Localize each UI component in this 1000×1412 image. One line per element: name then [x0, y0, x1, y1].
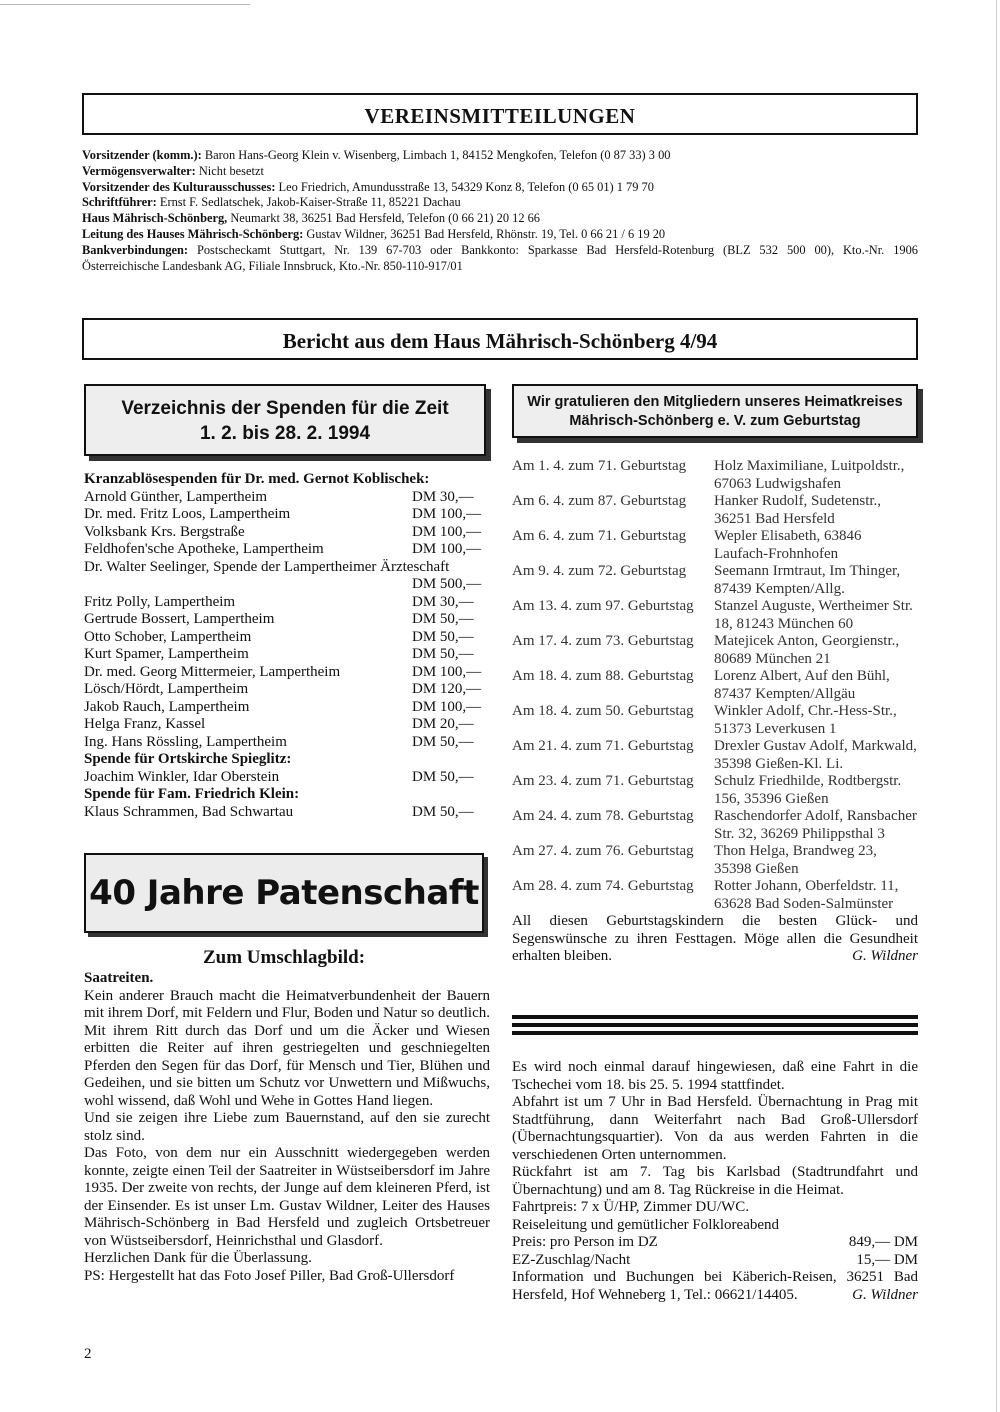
list-item: Ing. Hans Rössling, Lampertheim DM 50,— [84, 733, 474, 750]
list-item: Gertrude Bossert, Lampertheim DM 50,— [84, 611, 474, 627]
list-item: Am 21. 4. zum 71. Geburtstag Drexler Gustav Adolf, Markwald, 35398 Gießen-Kl. Li. [512, 738, 917, 772]
list-item: Am 18. 4. zum 88. Geburtstag Lorenz Albert, Auf den Bühl, 87437 Kempten/Allgäu [512, 668, 890, 702]
spenden-items-1 [84, 489, 484, 559]
info-line-culture: Vorsitzender des Kulturausschusses: Leo Friedrich, Amundusstraße 13, 54329 Konz 8, Telefon (0 65 01) 1 79 70 [82, 179, 654, 194]
umschlag-subtitle: Saatreiten. [84, 970, 154, 986]
umschlag-paragraph: Kein anderer Brauch macht die Heimatverbundenheit der Bauern mit ihrem Dorf, mit Feldern und Flur, Boden und Natur so deutlich. [84, 987, 491, 1021]
umschlag-paragraph: Das Foto, von dem nur ein Ausschnitt wiedergegeben werden konnte, zeigte einen Teil der Saatreiter in Wüstseibersdorf im Jahre 1935. Der zweite von rechts, der Junge auf dem kleineren Pferd, ist der Einsender. Es ist unser Lm. Gustav Wildner, Leiter des Hauses Mährisch-Schönberg in Bad Hersfeld und zugleich Ortsbetreuer von Wüstseibersdorf, Heinrichsthal und Glasdorf. [84, 1145, 490, 1249]
spenden-items-2 [84, 594, 484, 752]
list-item: Am 17. 4. zum 73. Geburtstag Matejicek Anton, Georgienstr., 80689 München 21 [512, 633, 900, 667]
section-divider [512, 1015, 918, 1039]
spenden-seelinger: Dr. Walter Seelinger, Spende der Lampertheimer Ärzteschaft [84, 558, 450, 575]
info-line-secretary: Schriftführer: Ernst F. Sedlatschek, Jakob-Kaiser-Straße 11, 85221 Dachau [82, 195, 461, 210]
spenden-title-box [84, 384, 486, 456]
spenden-section-kranz: Kranzablösespenden für Dr. med. Gernot Koblischek: [84, 471, 430, 487]
fahrt-info-line: Information und Buchungen bei Käberich-Reisen, 36251 Bad [512, 1269, 918, 1285]
list-item: Am 13. 4. zum 97. Geburtstag Stanzel Auguste, Wertheimer Str. 18, 81243 München 60 [512, 598, 913, 632]
gratulation-title-line1: Wir gratulieren den Mitgliedern unseres Heimatkreises [527, 394, 903, 410]
umschlag-paragraph: Und sie zeigen ihre Liebe zum Bauernstand, auf den sie zurecht stolz sind. [84, 1110, 490, 1144]
spenden-list [84, 471, 484, 821]
umschlag-paragraph: Mit ihrem Ritt durch das Dorf und um die Äcker und Wiesen erbitten die Reiter auf ihren gestriegelten und geschniegelten Pferden den Segen für das Dorf, für Mensch und Tier, Blühen und Gedeihen, und sie bitten um Schutz vor Unwettern und Mißwuchs, wohl wissend, daß Wohl und Wehe in Gottes Hand liegen. [84, 1022, 490, 1109]
fahrt-info-line: Hersfeld, Hof Wehneberg 1, Tel.: 06621/14405. G. Wildner [512, 1286, 918, 1303]
list-item: Otto Schober, Lampertheim DM 50,— [84, 628, 474, 645]
info-line-treasurer: Vermögensverwalter: Nicht besetzt [82, 163, 264, 178]
list-item: Am 6. 4. zum 87. Geburtstag Hanker Rudolf, Sudetenstr., 36251 Bad Hersfeld [512, 493, 882, 527]
gratulation-title-box [512, 384, 918, 438]
spenden-section-klein: Spende für Fam. Friedrich Klein: [84, 786, 300, 802]
fahrt-paragraph: Fahrtpreis: 7 x Ü/HP, Zimmer DU/WC. [512, 1199, 750, 1215]
list-item: Fritz Polly, Lampertheim DM 30,— [84, 593, 474, 610]
list-item: Klaus Schrammen, Bad Schwartau DM 50,— [84, 803, 474, 820]
list-item: Am 24. 4. zum 78. Geburtstag Raschendorfer Adolf, Ransbacher Str. 32, 36269 Philippsthal 3 [512, 808, 917, 842]
birthday-closing: All diesen Geburtstagskindern die besten Glück- und Segenswünsche zu ihren Festtagen. Möge allen die Gesundheit erhalten bleiben. G. Wildner [512, 913, 918, 964]
list-item: Dr. med. Fritz Loos, Lampertheim DM 100,— [84, 506, 482, 522]
fahrt-price-row: Preis: pro Person im DZ 849,— DM [512, 1234, 918, 1250]
list-item: Am 6. 4. zum 71. Geburtstag Wepler Elisabeth, 63846 Laufach-Frohnhofen [512, 528, 862, 562]
association-info [82, 148, 918, 274]
umschlag-section [84, 970, 490, 1285]
list-item: Kurt Spamer, Lampertheim DM 50,— [84, 646, 474, 662]
list-item: Volksbank Krs. Bergstraße DM 100,— [84, 523, 482, 540]
list-item: Joachim Winkler, Idar Oberstein DM 50,— [84, 768, 474, 785]
divider-line [512, 1031, 918, 1035]
umschlag-paragraph: PS: Hergestellt hat das Foto Josef Piller, Bad Groß-Ullersdorf [84, 1267, 455, 1284]
vereinsmitteilungen-header [82, 93, 918, 135]
fahrt-price-row: EZ-Zuschlag/Nacht 15,— DM [512, 1251, 918, 1268]
fahrt-paragraph: Reiseleitung und gemütlicher Folkloreabend [512, 1216, 780, 1233]
list-item: Jakob Rauch, Lampertheim DM 100,— [84, 698, 482, 715]
spenden-seelinger-amount-row: DM 500,— [412, 576, 482, 592]
fahrt-signature: G. Wildner [852, 1286, 918, 1303]
divider-line [512, 1015, 918, 1019]
spenden-section-spieglitz: Spende für Ortskirche Spieglitz: [84, 751, 292, 767]
list-item: Am 27. 4. zum 76. Geburtstag Thon Helga, Brandweg 23, 35398 Gießen [512, 843, 877, 877]
birthday-signature: G. Wildner [852, 948, 918, 964]
list-item: Am 9. 4. zum 72. Geburtstag Seemann Irmtraut, Im Thinger, 87439 Kempten/Allg. [512, 563, 901, 597]
spenden-title-line1: Verzeichnis der Spenden für die Zeit [121, 398, 449, 419]
list-item: Am 18. 4. zum 50. Geburtstag Winkler Adolf, Chr.-Hess-Str., 51373 Leverkusen 1 [512, 703, 897, 737]
list-item: Arnold Günther, Lampertheim DM 30,— [84, 488, 474, 505]
fahrt-paragraph: Es wird noch einmal darauf hingewiesen, daß eine Fahrt in die Tschechei vom 18. bis 25. 5. 1994 stattfindet. [512, 1059, 918, 1093]
info-line-bank: Bankverbindungen: Postscheckamt Stuttgart, Nr. 139 67-703 oder Bankkonto: Sparkasse Bad Hersfeld-Rotenburg (BLZ 532 500 00), Kto.-Nr. 1906 [82, 242, 918, 257]
info-line-bank-austria: Österreichische Landesbank AG, Filiale Innsbruck, Kto.-Nr. 850-110-917/01 [82, 258, 463, 273]
gratulation-title-line2: Mährisch-Schönberg e. V. zum Geburtstag [569, 413, 861, 429]
bericht-title: Bericht aus dem Haus Mährisch-Schönberg 4/94 [282, 329, 718, 353]
birthday-list [512, 458, 918, 966]
right-edge-line [996, 0, 997, 1412]
info-line-chair: Vorsitzender (komm.): Baron Hans-Georg Klein v. Wisenberg, Limbach 1, 84152 Mengkofen, Telefon (0 87 33) 3 00 [82, 148, 671, 162]
fahrt-paragraph: Rückfahrt ist am 7. Tag bis Karlsbad (Stadtrundfahrt und Übernachtung) und am 8. Tag Rückreise in die Heimat. [512, 1164, 918, 1198]
page-number: 2 [84, 1346, 92, 1362]
spenden-title-line2: 1. 2. bis 28. 2. 1994 [199, 423, 371, 444]
umschlag-paragraph: Herzlichen Dank für die Überlassung. [84, 1250, 312, 1266]
umschlag-title: Zum Umschlagbild: [202, 947, 366, 968]
list-item: Helga Franz, Kassel DM 20,— [84, 716, 474, 732]
list-item: Am 23. 4. zum 71. Geburtstag Schulz Friedhilde, Rodtbergstr. 156, 35396 Gießen [512, 773, 902, 807]
divider-line [512, 1023, 918, 1027]
bericht-header [82, 318, 918, 360]
fahrt-section [512, 1059, 918, 1304]
top-edge-line [0, 4, 250, 5]
vereinsmitteilungen-title: VEREINSMITTEILUNGEN [364, 104, 636, 128]
patenschaft-box [84, 853, 484, 933]
list-item: Am 28. 4. zum 74. Geburtstag Rotter Johann, Oberfeldstr. 11, 63628 Bad Soden-Salmünster [512, 878, 899, 912]
info-line-house: Haus Mährisch-Schönberg, Neumarkt 38, 36251 Bad Hersfeld, Telefon (0 66 21) 20 12 66 [82, 211, 541, 226]
info-line-house-management: Leitung des Hauses Mährisch-Schönberg: Gustav Wildner, 36251 Bad Hersfeld, Rhönstr. 19, Tel. 0 66 21 / 6 19 20 [82, 226, 666, 241]
list-item: Dr. med. Georg Mittermeier, Lampertheim DM 100,— [84, 663, 482, 680]
list-item: Lösch/Hördt, Lampertheim DM 120,— [84, 681, 482, 697]
list-item: Feldhofen'sche Apotheke, Lampertheim DM 100,— [84, 541, 482, 557]
list-item: Am 1. 4. zum 71. Geburtstag Holz Maximiliane, Luitpoldstr., 67063 Ludwigshafen [512, 458, 905, 492]
fahrt-paragraph: Abfahrt ist um 7 Uhr in Bad Hersfeld. Übernachtung in Prag mit Stadtführung, dann Weiterfahrt nach Bad Groß-Ullersdorf (Übernachtungsquartier). Von da aus werden Fahrten in die verschiedenen Orten unternommen. [512, 1094, 918, 1163]
patenschaft-text: 40 Jahre Patenschaft [89, 873, 479, 913]
